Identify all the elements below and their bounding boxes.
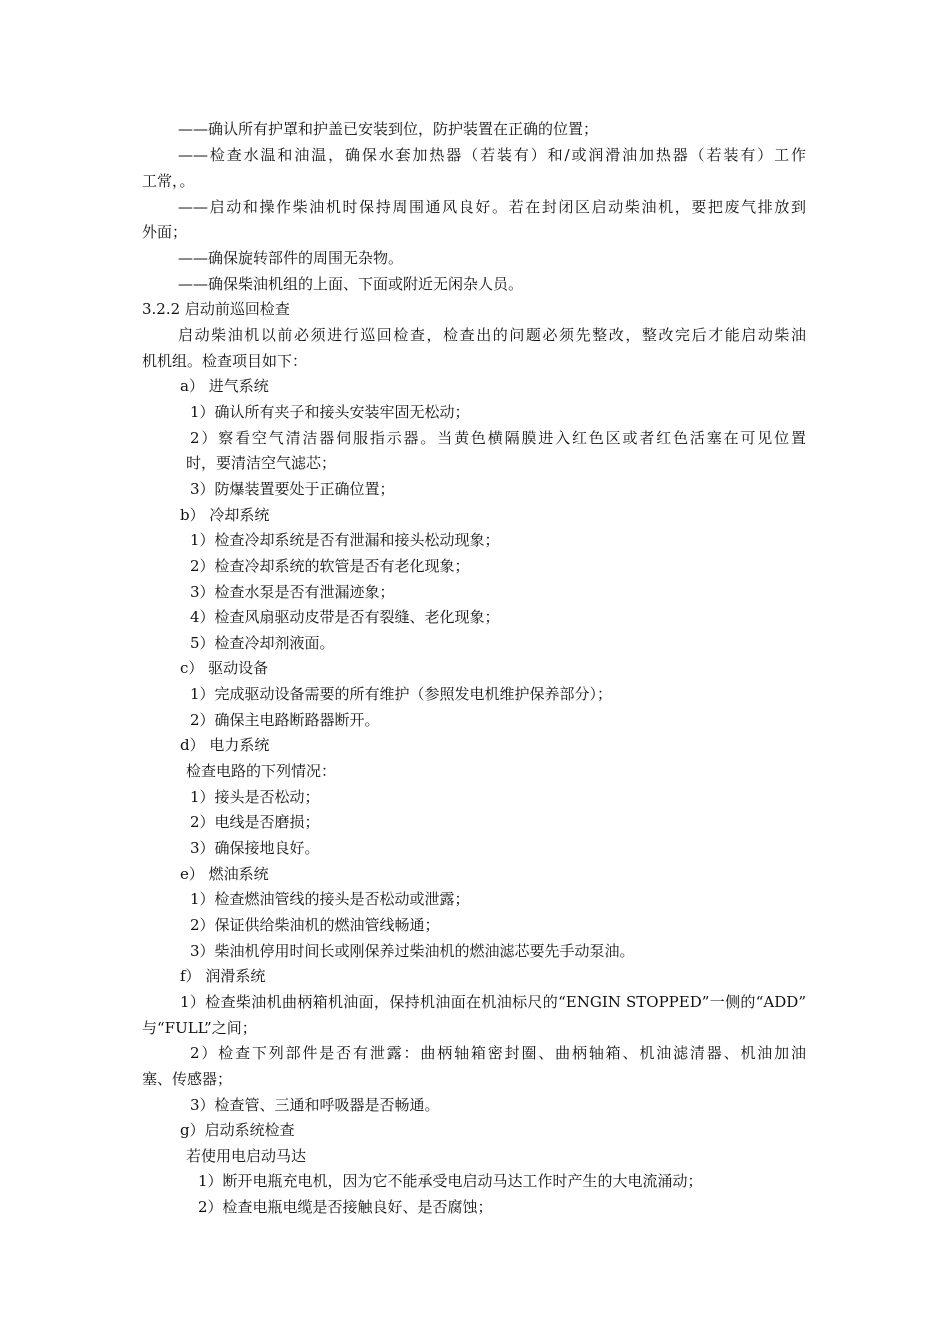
heading-fuel: e） 燃油系统 [180,865,269,883]
section-heading-3-2-2: 3.2.2 启动前巡回检查 [142,300,290,318]
safety-item-personnel: ——确保柴油机组的上面、下面或附近无闲杂人员。 [178,275,524,293]
fuel-item-3: 3）柴油机停用时间长或刚保养过柴油机的燃油滤芯要先手动泵油。 [190,942,635,960]
air-item-2-cont: 时，要清洁空气滤芯； [186,454,337,472]
electrical-item-1: 1）接头是否松动； [190,788,320,806]
air-item-2: 2）察看空气清洁器伺服指示器。当黄色横隔膜进入红色区或者红色活塞在可见位置 [190,429,806,447]
cooling-item-2: 2）检查冷却系统的软管是否有老化现象； [190,557,470,575]
safety-item-guards: ——确认所有护罩和护盖已安装到位，防护装置在正确的位置； [178,120,599,138]
heading-air-intake: a） 进气系统 [180,377,269,395]
starting-item-1: 1）断开电瓶充电机，因为它不能承受电启动马达工作时产生的大电流涌动； [198,1172,703,1190]
safety-item-rotating-parts: ——确保旋转部件的周围无杂物。 [178,249,404,267]
drive-item-2: 2）确保主电路断路器断开。 [190,711,380,729]
air-item-1: 1）确认所有夹子和接头安装牢固无松动； [190,403,470,421]
lube-item-1-cont: 与“FULL”之间； [142,1019,257,1037]
drive-item-1: 1）完成驱动设备需要的所有维护（参照发电机维护保养部分）； [190,685,613,703]
safety-item-ventilation-cont: 外面； [142,223,188,241]
heading-starting-system: g）启动系统检查 [180,1121,295,1139]
heading-electrical: d） 电力系统 [180,736,270,754]
cooling-item-4: 4）检查风扇驱动皮带是否有裂缝、老化现象； [190,608,500,626]
safety-item-temperature-cont: 工常，。 [142,172,195,190]
intro-paragraph: 启动柴油机以前必须进行巡回检查，检查出的问题必须先整改，整改完后才能启动柴油 [178,326,806,344]
cooling-item-1: 1）检查冷却系统是否有泄漏和接头松动现象； [190,531,500,549]
starting-item-2: 2）检查电瓶电缆是否接触良好、是否腐蚀； [198,1198,493,1216]
starting-intro: 若使用电启动马达 [186,1147,307,1165]
cooling-item-5: 5）检查冷却剂液面。 [190,634,335,652]
air-item-3: 3）防爆装置要处于正确位置； [190,480,395,498]
lube-item-1: 1）检查柴油机曲柄箱机油面，保持机油面在机油标尺的“ENGIN STOPPED”一侧的“ADD” [180,993,806,1011]
lube-item-3: 3）检查管、三通和呼吸器是否畅通。 [190,1096,440,1114]
electrical-item-3: 3）确保接地良好。 [190,839,320,857]
cooling-item-3: 3）检查水泵是否有泄漏迹象； [190,583,395,601]
intro-paragraph-cont: 机机组。检查项目如下： [142,352,308,370]
lube-item-2: 2）检查下列部件是否有泄露：曲柄轴箱密封圈、曲柄轴箱、机油滤清器、机油加油 [190,1044,806,1062]
fuel-item-2: 2）保证供给柴油机的燃油管线畅通； [190,916,440,934]
heading-cooling: b） 冷却系统 [180,506,270,524]
lube-item-2-cont: 塞、传感器； [142,1070,233,1088]
electrical-item-2: 2）电线是否磨损； [190,813,320,831]
heading-drive: c） 驱动设备 [180,659,269,677]
safety-item-temperature: ——检查水温和油温，确保水套加热器（若装有）和/或润滑油加热器（若装有）工作 [178,146,806,164]
safety-item-ventilation: ——启动和操作柴油机时保持周围通风良好。若在封闭区启动柴油机，要把废气排放到 [178,198,806,216]
fuel-item-1: 1）检查燃油管线的接头是否松动或泄露； [190,890,470,908]
electrical-intro: 检查电路的下列情况： [186,762,337,780]
heading-lubrication: f） 润滑系统 [180,967,266,985]
